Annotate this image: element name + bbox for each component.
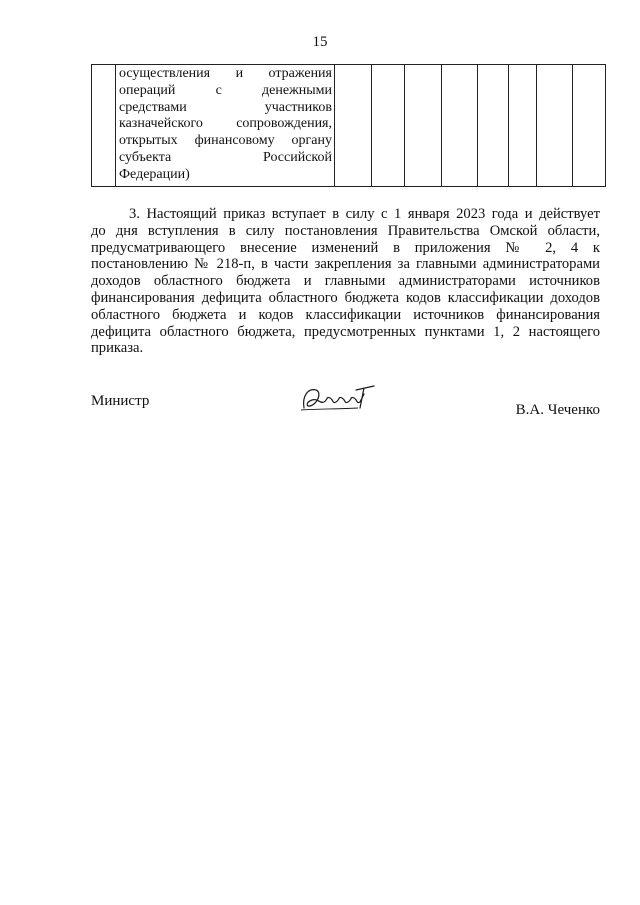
table-cell-empty [509,65,537,187]
paragraph-line: доходов областного бюджета и главными администраторами источников [91,273,600,290]
paragraph-line: финансирования дефицита областного бюджета кодов классификации доходов [91,289,600,306]
continuation-table [91,64,606,187]
paragraph-line: областного бюджета и кодов классификации источников финансирования [91,306,600,323]
cell-line: субъекта Российской [119,149,332,165]
paragraph-line: предусматривающего внесение изменений в приложения № 2, 4 к [91,239,600,256]
signatory-role: Министр [91,393,150,409]
table-row [92,65,606,187]
table-cell-description [116,65,335,187]
paragraph-3 [91,206,600,357]
signatory-name: В.А. Чеченко [515,402,600,418]
handwritten-signature [298,382,378,414]
paragraph-line: 3. Настоящий приказ вступает в силу с 1 января 2023 года и действует [129,206,600,222]
cell-line: казначейского сопровождения, [119,116,332,132]
table-cell-empty [405,65,442,187]
table-cell-empty [537,65,573,187]
cell-line: Федерации) [119,166,190,182]
table-cell-empty [335,65,372,187]
paragraph-line: приказа. [91,340,144,357]
paragraph-line: постановлению № 218-п, в части закрепления за главными администраторами [91,256,600,273]
table-cell-empty [92,65,116,187]
cell-line: операций с денежными [119,82,332,98]
table-cell-empty [573,65,606,187]
table-cell-empty [478,65,509,187]
cell-line: открытых финансовому органу [119,133,332,149]
cell-line: осуществления и отражения [119,66,332,81]
cell-line: средствами участников [119,99,332,115]
paragraph-line: дефицита областного бюджета, предусмотренных пунктами 1, 2 настоящего [91,323,600,340]
table-cell-empty [442,65,478,187]
table-cell-empty [372,65,405,187]
paragraph-line: до дня вступления в силу постановления Правительства Омской области, [91,222,600,239]
page-number: 15 [312,34,328,50]
